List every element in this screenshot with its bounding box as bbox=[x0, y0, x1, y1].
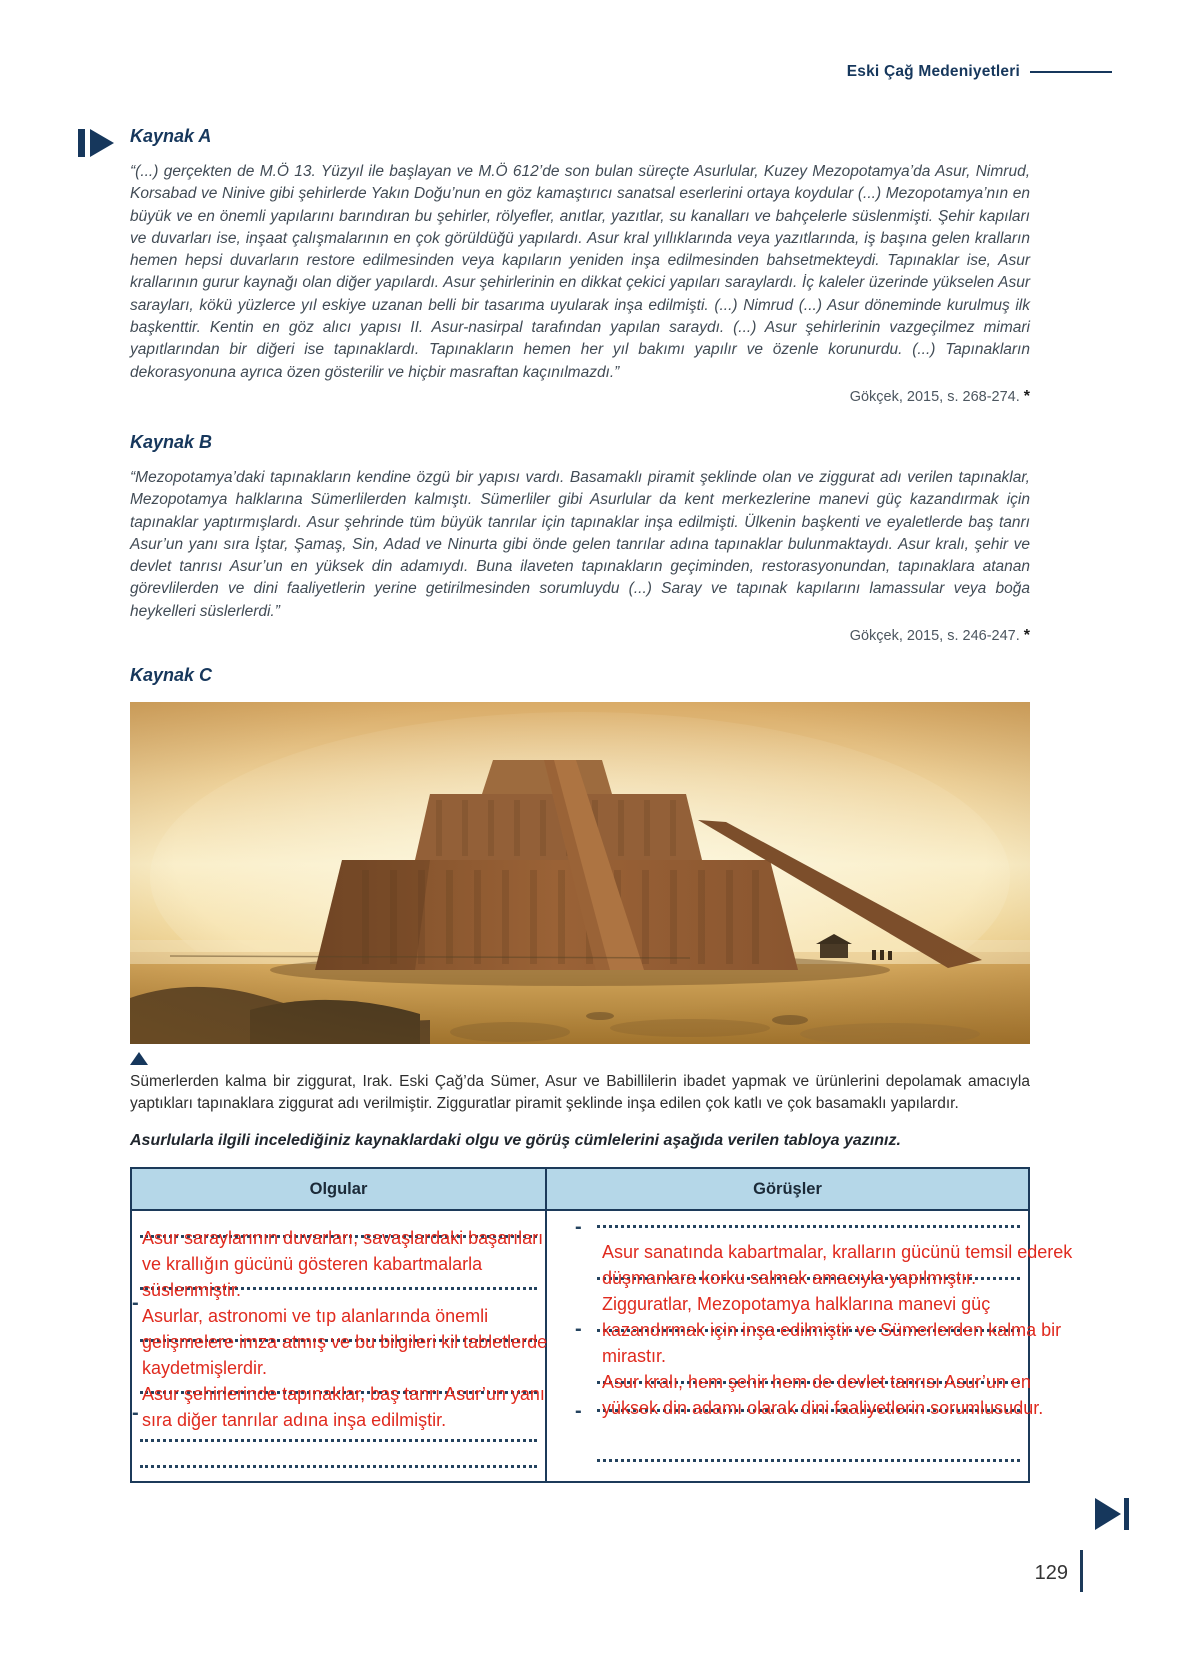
citation-text: Gökçek, 2015, s. 246-247. bbox=[849, 628, 1020, 645]
dotted-rule bbox=[597, 1459, 1020, 1462]
list-dash: - bbox=[575, 1318, 582, 1341]
list-dash: - bbox=[575, 1216, 582, 1239]
opinion-item: Zigguratlar, Mezopotamya halklarına manevi güç kazandırmak için inşa edilmiştir ve Sümerlerden kalma bir mirastır. bbox=[602, 1294, 1062, 1367]
column-header-facts: Olgular bbox=[132, 1169, 547, 1209]
opinion-item: Asur kralı, hem şehir hem de devlet tanrısı Asur’un en yüksek din adamı olarak dini faaliyetlerin sorumlusudur. bbox=[602, 1372, 1044, 1419]
source-a-title: Kaynak A bbox=[130, 126, 212, 146]
activity-instruction: Asurlularla ilgili incelediğiniz kaynaklardaki olgu ve görüş cümlelerini aşağıda verilen tabloya yazınız. bbox=[130, 1132, 901, 1150]
photo-caption: Sümerlerden kalma bir ziggurat, Irak. Eski Çağ’da Sümer, Asur ve Babillilerin ibadet yapmak ve ürünlerini depolamak amacıyla yaptıkları tapınaklara ziggurat adı verilmiştir. Zigguratlar piramit şeklinde inşa edilen çok katlı ve çok basamaklı yapılardır. bbox=[130, 1073, 1030, 1113]
list-dash: - bbox=[132, 1292, 139, 1315]
footnote-asterisk: * bbox=[1023, 627, 1030, 645]
facts-answers bbox=[142, 1225, 550, 1433]
fact-item: Asurlar, astronomi ve tıp alanlarında önemli gelişmelere imza atmış ve bu bilgileri kil tabletlerde kaydetmişlerdir. bbox=[142, 1306, 548, 1379]
dotted-rule bbox=[140, 1465, 537, 1468]
column-header-opinions: Görüşler bbox=[753, 1179, 822, 1198]
source-b-title: Kaynak B bbox=[130, 431, 213, 452]
fact-item: Asur saraylarının duvarları, savaşlardaki başarıları ve krallığın gücünü gösteren kabartmalarla süslenmiştir. bbox=[142, 1228, 544, 1301]
opinion-item: Asur sanatında kabartmalar, kralların gücünü temsil ederek düşmanlara korku salmak amacıyla yapılmıştır. bbox=[602, 1242, 1073, 1289]
table-body bbox=[132, 1211, 1073, 1481]
page-number-rule bbox=[1080, 1550, 1083, 1592]
list-dash: - bbox=[575, 1400, 582, 1423]
footnote-asterisk: * bbox=[1023, 387, 1030, 405]
next-page-icon[interactable] bbox=[1095, 1498, 1135, 1530]
facts-opinions-table bbox=[130, 1167, 1073, 1483]
table-header-row bbox=[132, 1169, 1028, 1211]
source-c-title: Kaynak C bbox=[130, 665, 213, 686]
source-a-citation bbox=[130, 388, 1030, 406]
dotted-rule bbox=[140, 1439, 537, 1442]
source-marker-icon bbox=[78, 129, 122, 157]
page-header bbox=[130, 62, 1030, 82]
opinions-answers bbox=[602, 1239, 1084, 1421]
ziggurat-photo bbox=[130, 702, 1030, 1044]
header-rule bbox=[1030, 71, 1112, 73]
fact-item: Asur şehirlerinde tapınaklar, baş tanrı Asur’un yanı sıra diğer tanrılar adına inşa edilmiştir. bbox=[142, 1384, 545, 1431]
source-b-citation bbox=[130, 627, 1030, 645]
facts-cell bbox=[132, 1211, 547, 1481]
source-b-text: “Mezopotamya’daki tapınakların kendine özgü bir yapısı vardı. Basamaklı piramit şeklinde olan ve ziggurat adı verilen tapınaklar, Mezopotamya halklarına Sümerlilerden kalmıştı. Sümerliler gibi Asurlular da kent merkezlerine manevi güç kazandırmak için tapınaklar yaptırmışlardı. Asur şehrinde tüm büyük tanrılar için tapınaklar inşa edilmişti. Ülkenin başkenti ve eyaletlerde baş tanrı Asur’un yanı sıra İştar, Şamaş, Sin, Adad ve Ninurta gibi önde gelen tanrılar adına tapınaklar bulunmaktaydı. Asur kralı, şehir ve devlet tanrısı Asur’un en yüksek din adamıydı. Buna ilaveten tapınakların geçiminden, restorasyonundan, tapınaklara atanan görevlilerden ve dini faaliyetlerin yerine getirilmesinden sorumluydu (...) Saray ve tapınak kapılarını lamassular veya boğa heykelleri süslerlerdi.” bbox=[130, 468, 1030, 620]
page-number: 129 bbox=[1034, 1562, 1068, 1584]
page-content bbox=[130, 0, 1073, 1483]
dotted-rule bbox=[597, 1225, 1020, 1228]
chapter-title: Eski Çağ Medeniyetleri bbox=[846, 63, 1020, 80]
opinions-cell bbox=[547, 1211, 1073, 1481]
list-dash: - bbox=[132, 1402, 139, 1425]
citation-text: Gökçek, 2015, s. 268-274. bbox=[849, 388, 1020, 405]
source-a-text: “(...) gerçekten de M.Ö 13. Yüzyıl ile başlayan ve M.Ö 612’de son bulan süreçte Asurlular, Kuzey Mezopotamya’da Asur, Nimrud, Korsabad ve Ninive gibi şehirlerde Yakın Doğu’nun en göz kamaştırıcı sanatsal eserlerini ortaya koydular (...) Mezopotamya’nın en büyük ve en önemli yapılarını barındıran bu şehirler, rölyefler, anıtlar, yazıtlar, su kanalları ve bahçelerle süslenmişti. Şehir kapıları ve duvarları ise, inşaat çalışmalarının en çok görüldüğü yapılardı. Asur kral yıllıklarında veya yazıtlarında, iş başına gelen kralların hemen hepsi duvarların restore edilmesinden veya kapıların yeniden inşa edilmesinden bahsetmekteydi. Tapınaklar ise, Asur krallarının gurur kaynağı olan diğer yapılardı. Asur şehirlerinin en dikkat çekici yapıları saraylardı. İç kaleler üzerinde yükselen Asur sarayları, kökü yüzlerce yıl eskiye uzanan belli bir tasarıma uyularak inşa edilmişti. (...) Nimrud (...) Asur döneminde kurulmuş ilk başkenttir. Kentin en göz alıcı yapısı II. Asur-nasirpal tarafından yapılan saraydı. (...) Asur şehirlerinin vazgeçilmez mimari yapıtlarından bir diğeri ise tapınaklardı. Tapınakların hemen her yıl bakımı yapılır ve özenle korunurdu. (...) Tapınakların dekorasyonuna ayrıca özen gösterilir ve hiçbir masraftan kaçınılmazdı.” bbox=[130, 163, 1030, 381]
caption-triangle-icon bbox=[130, 1052, 148, 1065]
